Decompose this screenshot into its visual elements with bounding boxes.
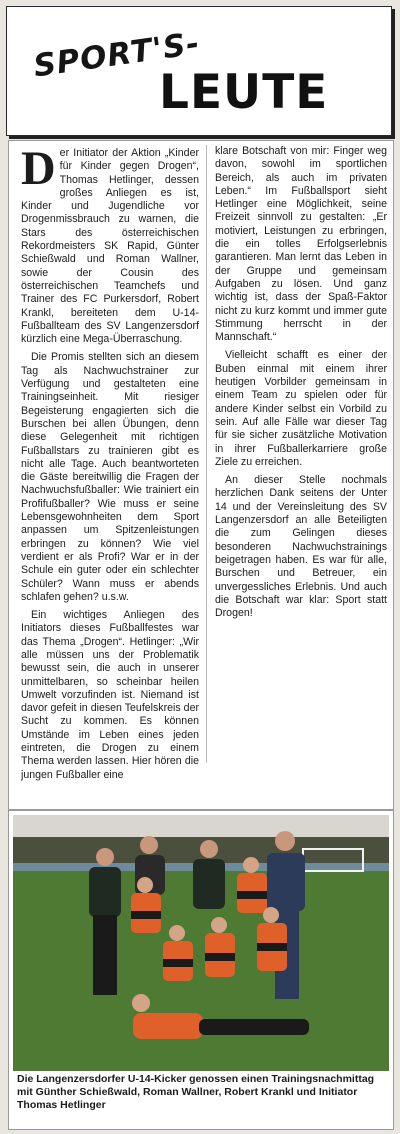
photo-caption: Die Langenzersdorfer U-14-Kicker genossen einen Trainingsnachmittag mit Günther Schießwald, Roman Wallner, Robert Krankl und Initiator Thomas Hetlinger (17, 1073, 375, 1111)
article-paragraph: Vielleicht schafft es einer der Buben einmal mit einem ihrer heutigen Vorbilder gemeinsam in einem Team zu spielen oder für andere Kinder selbst ein Vorbild zu sein. Auf alle Fälle war dieser Tag für sie sicher zusätzliche Motivation in ihrer Fußballerkarriere große Ziele zu erreichen. (215, 349, 387, 468)
photo-box (8, 810, 394, 1130)
drop-cap: D (21, 142, 56, 195)
article-column-right (215, 145, 387, 625)
article-body (8, 140, 394, 810)
article-paragraph: Ein wichtiges Anliegen des Initiators dieses Fußballfestes war das Thema „Drogen“. Hetlinger: „Wir alle müssen uns der Problematik bewusst sein, die auch in unserer unmittelbaren, so scheinbar heilen Umwelt vorzufinden ist. Niemand ist davor gefeit in diesen Teufelskreis der Sucht zu kommen. Es können Umstände im Leben eines jeden eintreten, die Drogen zu einem Thema werden lassen. Hier hören die jungen Fußballer eine (21, 609, 199, 781)
article-column-left (21, 142, 199, 787)
section-title: LEUTE (159, 65, 329, 120)
team-photo (13, 815, 389, 1071)
column-divider (206, 145, 207, 763)
article-paragraph: Die Promis stellten sich an diesem Tag als Nachwuchstrainer zur Verfügung und gestalteten eine Trainingseinheit. Mit riesiger Begeisterung engagierten sich die Burschen bei allen Übungen, denn diese Gelegenheit mit richtigen Fußballstars zu trainieren gibt es nicht alle Tage. Auch beantworteten die Gäste bereitwillig die Fragen der Nachwuchsfußballer: Wie trainiert ein Profifußballer? Wie muss er seine Lebensgewohnheiten dem Sport anpassen um Spitzenleistungen erbringen zu können? Wie viel verdient er als Profi? War er in der Schule ein guter oder ein schlechter Schüler? Wann muss er abends schlafen gehen? u.s.w. (21, 351, 199, 603)
section-header (6, 6, 392, 136)
article-paragraph: klare Botschaft von mir: Finger weg davon, sowohl im sportlichen Bereich, als auch im privaten Leben.“ Im Fußballsport sieht Hetlinger eine Möglichkeit, seine Freizeit sinnvoll zu gestalten: „Er motiviert, Leistungen zu erbringen, die ein tolles Erfolgserlebnis garantieren. Man lernt das Leben in der Gruppe und gemeinsam Aufgaben zu lösen. Und ganz wichtig ist, dass der Spaß-Faktor nicht zu kurz kommt und immer gute Stimmung herrscht in der Mannschaft.“ (215, 145, 387, 344)
article-paragraph: An dieser Stelle nochmals herzlichen Dank seitens der Unter 14 und der Vereinsleitung des SV Langenzersdorf an alle Beteiligten die zum Gelingen dieses besonderen Nachwuchstrainings beigetragen haben. Es war für alle, Burschen und Betreuer, ein unvergessliches Erlebnis. Und auch die Botschaft war klar: Sport statt Drogen! (215, 474, 387, 620)
person-adult-left (89, 848, 121, 995)
article-paragraph (21, 142, 199, 346)
section-kicker: SPORT'S- (31, 25, 203, 85)
paragraph-text: er Initiator der Aktion „Kinder für Kinder gegen Drogen“, Thomas Hetlinger, dessen großes Anliegen es ist, Kinder und Jugendliche vor Drogenmissbrauch zu warnen, die Stars des österreichischen Rekordmeisters SK Rapid, Günter Schießwald und Roman Wallner, sowie der Cousin des österreichischen Teamchefs und Trainer des FC Purkersdorf, Robert Krankl, bereiteten dem U-14-Fußballteam des SV Langenzersdorf kürzlich eine Mega-Überraschung. (21, 147, 199, 346)
